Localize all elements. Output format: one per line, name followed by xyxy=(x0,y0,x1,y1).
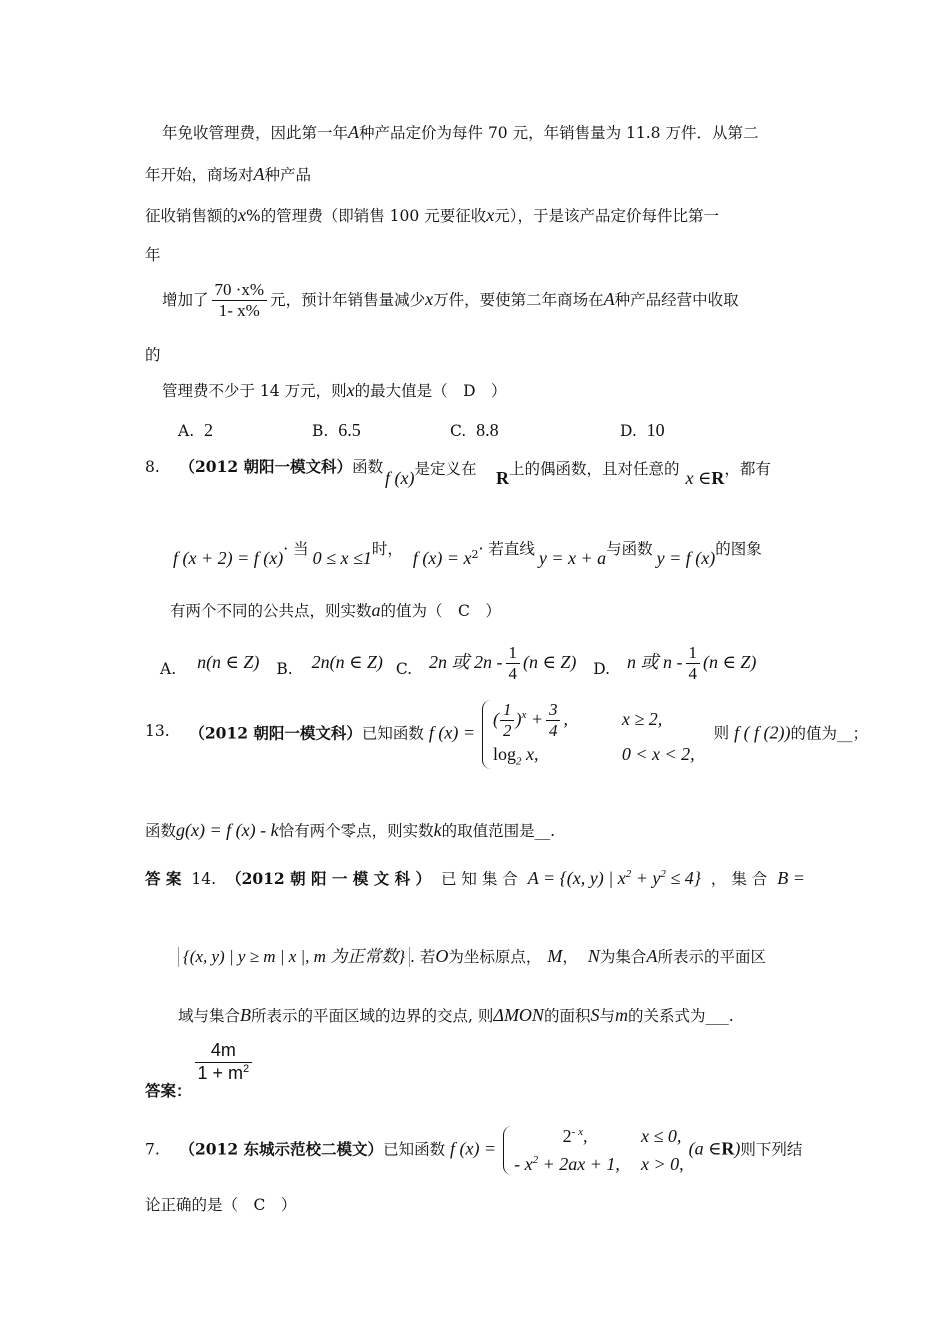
q14-line-2 xyxy=(178,946,766,968)
q14-text: 已 知 集 合 xyxy=(440,869,518,888)
setA-part: A = {(x, y) | x xyxy=(527,868,626,888)
math-M: M xyxy=(547,946,563,966)
denominator-text: 1 + m xyxy=(197,1062,244,1083)
math-gx: g(x) = f (x) - k xyxy=(176,820,279,840)
question-source: （2012 东城示范校二模文） xyxy=(179,1139,384,1159)
piecewise-row-1 xyxy=(514,1126,684,1148)
q13-line-2 xyxy=(145,820,555,842)
q8-text: 的图象 xyxy=(715,540,762,559)
fraction xyxy=(500,700,515,742)
p1-line-1 xyxy=(162,122,758,144)
math-N: N xyxy=(587,946,600,966)
q7-line-2: 论正确的是（ C ） xyxy=(145,1196,297,1214)
fraction xyxy=(546,700,561,742)
setA-part: + y xyxy=(635,868,661,888)
option-value: 2n 或 2n - xyxy=(429,651,503,672)
q8-text: · 若直线 xyxy=(478,540,535,559)
math-sup: 2 xyxy=(471,548,479,561)
option-value: 2n xyxy=(311,651,330,672)
answer-label: 答案： xyxy=(145,1081,192,1101)
option-cond: (n ∈ Z) xyxy=(329,651,383,672)
option-value: 8.8 xyxy=(476,420,499,440)
math-sup: 2 xyxy=(243,1062,250,1075)
fraction xyxy=(506,643,521,685)
math-sub: 2 xyxy=(515,755,522,768)
question-number: 7. xyxy=(145,1140,160,1159)
q8-line-1 xyxy=(145,458,383,477)
answer-fraction xyxy=(195,1040,253,1084)
q8-text: · 当 xyxy=(283,540,309,559)
option-cond: (n ∈ Z) xyxy=(703,651,757,672)
option-cond: (n ∈ Z) xyxy=(523,651,577,672)
option-label: C. xyxy=(395,659,413,678)
q14-text: 的关系式为___. xyxy=(627,1007,734,1025)
math-m: m xyxy=(614,1005,628,1025)
math-x-in: x ∈ xyxy=(685,468,712,488)
q7-text: 已知函数 xyxy=(383,1140,446,1159)
piecewise-expr: ( $\frac{1}{2}$ )$^x$ + $\frac{3}{4}$ , xyxy=(492,700,568,741)
math-fx: f (x) = xyxy=(428,722,475,743)
math-cond: (a ∈ xyxy=(688,1138,722,1159)
p1-text: 种产品 xyxy=(264,166,312,184)
math-eq: f (x) = x xyxy=(412,548,472,569)
q7-line-1 xyxy=(145,1126,802,1175)
option-label: A. xyxy=(160,659,177,678)
p1-text: 征收销售额的 xyxy=(145,207,239,225)
option-value: 6.5 xyxy=(338,420,361,440)
p1-line-6: 的 xyxy=(145,346,161,364)
p1-line-5 xyxy=(162,280,739,322)
p1-line-4: 年 xyxy=(145,246,161,264)
math-line: y = x + a xyxy=(538,548,607,569)
option-label: D. xyxy=(620,422,637,440)
p1-text: 增加了 xyxy=(162,290,209,309)
fraction-denominator: 4 xyxy=(688,664,698,684)
q14-text: 与 xyxy=(599,1007,615,1025)
math-A: A xyxy=(646,946,658,966)
fraction xyxy=(686,643,701,685)
math-A: A xyxy=(253,164,265,184)
math-A: A xyxy=(348,122,360,142)
piecewise-cond: x > 0, xyxy=(641,1153,684,1174)
plus-sign: + xyxy=(530,709,543,730)
q8-text: 函数 xyxy=(352,458,384,476)
math-sup: 2 xyxy=(532,1153,539,1166)
math-S: S xyxy=(590,1005,600,1025)
math-x: x xyxy=(238,205,247,225)
log: log xyxy=(492,743,516,764)
q8-text: 上的偶函数，且对任意的 xyxy=(509,460,680,478)
p1-line-3 xyxy=(145,205,719,227)
comma: , xyxy=(582,1126,588,1146)
q13-line-1 xyxy=(145,700,868,769)
q14-text: 所表示的平面区 xyxy=(657,948,766,966)
math-sup: - x xyxy=(571,1126,583,1138)
piecewise-row-2 xyxy=(514,1154,684,1176)
question-number: 14. xyxy=(191,869,217,888)
p1-text: 管理费不少于 14 万元，则 xyxy=(162,382,347,400)
p1-text: 种产品定价为每件 70 元，年销售量为 11.8 万件．从第二 xyxy=(359,124,759,142)
q13-text: 的值为__； xyxy=(790,724,869,743)
paren: ( xyxy=(492,709,499,730)
piecewise-row-2 xyxy=(493,744,695,769)
q8-text: 时， xyxy=(371,540,403,559)
p1-text: 的最大值是（ D ） xyxy=(354,382,507,400)
piecewise-cond: x ≥ 2, xyxy=(621,709,663,730)
piecewise-cond: x ≤ 0, xyxy=(641,1126,682,1146)
option-cond: (n ∈ Z) xyxy=(206,651,260,672)
fraction-numerator: 1 xyxy=(686,643,701,664)
math-sup: x xyxy=(521,709,527,722)
math-setB: {(x, y) | y ≥ m | x |, m 为正常数} xyxy=(178,947,410,967)
fraction-denominator: 4 xyxy=(508,664,518,684)
math-x: x xyxy=(486,205,495,225)
q7-text: 则下列结 xyxy=(740,1140,803,1159)
fraction-denominator: 4 xyxy=(548,721,558,741)
fraction-denominator: 1- x% xyxy=(218,301,260,321)
q14-text: ， xyxy=(562,948,578,966)
math-x: x, xyxy=(525,743,539,764)
answer-tag: 答 案 xyxy=(145,868,182,888)
fraction-numerator: 1 xyxy=(506,643,521,664)
option-label: C. xyxy=(450,422,467,440)
fraction-numerator: 1 xyxy=(500,700,515,721)
option-label: D. xyxy=(593,659,611,678)
fraction-numerator: 3 xyxy=(546,700,561,721)
p1-text: 元，预计年销售量减少 xyxy=(270,290,426,309)
question-number: 8. xyxy=(145,458,160,476)
question-source: （2012 朝 阳 一 模 文 科 ） xyxy=(226,868,431,888)
piecewise-brace xyxy=(482,700,695,769)
base: 2 xyxy=(562,1126,572,1146)
option-A xyxy=(178,420,213,442)
q14-text: 为集合 xyxy=(599,948,647,966)
math-setA xyxy=(528,868,701,890)
option-C xyxy=(450,420,499,442)
q13-text: 的取值范围是__. xyxy=(441,822,556,840)
p1-line-7 xyxy=(162,380,507,402)
q8-line-2 xyxy=(173,540,762,570)
fraction-numerator: 4m xyxy=(195,1040,253,1063)
fraction-denominator: 2 xyxy=(502,721,512,741)
q13-text: 函数 xyxy=(145,822,177,840)
math-fx: f (x) xyxy=(385,468,415,488)
percent-sign: % xyxy=(246,207,261,225)
q14-text: 域与集合 xyxy=(178,1007,241,1025)
math-fx: f (x) = xyxy=(450,1138,497,1159)
option-label: B. xyxy=(312,422,329,440)
q8-line-3 xyxy=(170,600,501,622)
option-value: n xyxy=(197,651,207,672)
option-value: n 或 n - xyxy=(627,651,683,672)
math-x: x xyxy=(346,380,355,400)
p1-text: 万件，要使第二年商场在 xyxy=(433,290,604,309)
fraction xyxy=(212,280,268,322)
option-B xyxy=(312,420,361,442)
question-source: （2012 朝阳一模文科） xyxy=(179,457,353,476)
math-ffx: f ( f (2)) xyxy=(734,722,791,743)
math-x: x xyxy=(425,288,434,309)
q14-text: ， 集 合 xyxy=(710,869,768,888)
q8-options xyxy=(160,643,756,685)
piecewise-expr xyxy=(493,744,617,769)
q8-text: 是定义在 xyxy=(414,460,477,478)
question-number: 13. xyxy=(145,722,170,741)
q14-line-1 xyxy=(145,868,805,890)
option-label: A. xyxy=(178,422,195,440)
math-a: a xyxy=(371,600,381,620)
piecewise-brace xyxy=(503,1126,684,1175)
math-O: O xyxy=(435,946,449,966)
option-D xyxy=(620,420,665,442)
expr-rest: + 2ax + 1, xyxy=(542,1153,620,1174)
q14-line-3 xyxy=(178,1005,734,1027)
q8-text: 的值为（ C ） xyxy=(380,602,501,620)
q14-text: 所表示的平面区域的边界的交点, 则 xyxy=(251,1007,494,1025)
q14-answer xyxy=(145,1040,255,1101)
math-triangle: ΔMON xyxy=(493,1005,544,1025)
math-B: B = xyxy=(777,868,805,888)
q14-text: . 若 xyxy=(410,948,436,966)
fraction-denominator xyxy=(195,1063,253,1085)
p1-text: 种产品经营中收取 xyxy=(614,290,739,309)
q13-text: 则 xyxy=(713,724,730,743)
p1-text: 年开始，商场对 xyxy=(145,166,254,184)
p1-text: 年免收管理费，因此第一年 xyxy=(162,124,349,142)
math-R: R xyxy=(711,468,725,488)
math-R: R xyxy=(721,1138,735,1159)
math-R: R xyxy=(496,468,509,488)
setA-part: ≤ 4} xyxy=(670,868,701,888)
fraction-numerator: 70 ·x% xyxy=(212,280,268,301)
math-B: B xyxy=(240,1005,252,1025)
q8-line-1c xyxy=(496,460,771,490)
piecewise-expr xyxy=(514,1126,636,1148)
q8-line-1b xyxy=(385,460,477,490)
math-sup: 2 xyxy=(660,868,666,880)
q14-text: 的面积 xyxy=(543,1007,591,1025)
q8-text: 有两个不同的公共点，则实数 xyxy=(170,602,372,620)
math-eq: f (x + 2) = f (x) xyxy=(173,548,284,569)
piecewise-row-1 xyxy=(493,700,695,742)
q13-text: 恰有两个零点，则实数 xyxy=(278,822,434,840)
math-func: y = f (x) xyxy=(656,548,716,569)
question-source: （2012 朝阳一模文科） xyxy=(189,723,362,743)
p1-line-2 xyxy=(145,164,311,186)
q8-text: ，都有 xyxy=(724,460,771,478)
math-k: k xyxy=(433,820,442,840)
p1-text: 的管理费（即销售 100 元要征收 xyxy=(260,207,487,225)
piecewise-cond: 0 < x < 2, xyxy=(621,743,695,764)
option-value: 2 xyxy=(203,420,213,440)
option-label: B. xyxy=(276,659,293,678)
math-cond: ) xyxy=(734,1138,741,1159)
option-value: 10 xyxy=(646,420,665,440)
math-sup: 2 xyxy=(625,868,632,880)
q14-text: 为坐标原点， xyxy=(448,948,542,966)
q13-text: 已知函数 xyxy=(361,724,424,743)
math-A: A xyxy=(603,288,615,309)
p1-text: 元），于是该产品定价每件比第一 xyxy=(494,207,719,225)
piecewise-expr xyxy=(514,1154,636,1176)
neg-x: - x xyxy=(514,1153,533,1174)
q8-text: 与函数 xyxy=(606,540,653,559)
math-range: 0 ≤ x ≤1 xyxy=(312,548,372,569)
